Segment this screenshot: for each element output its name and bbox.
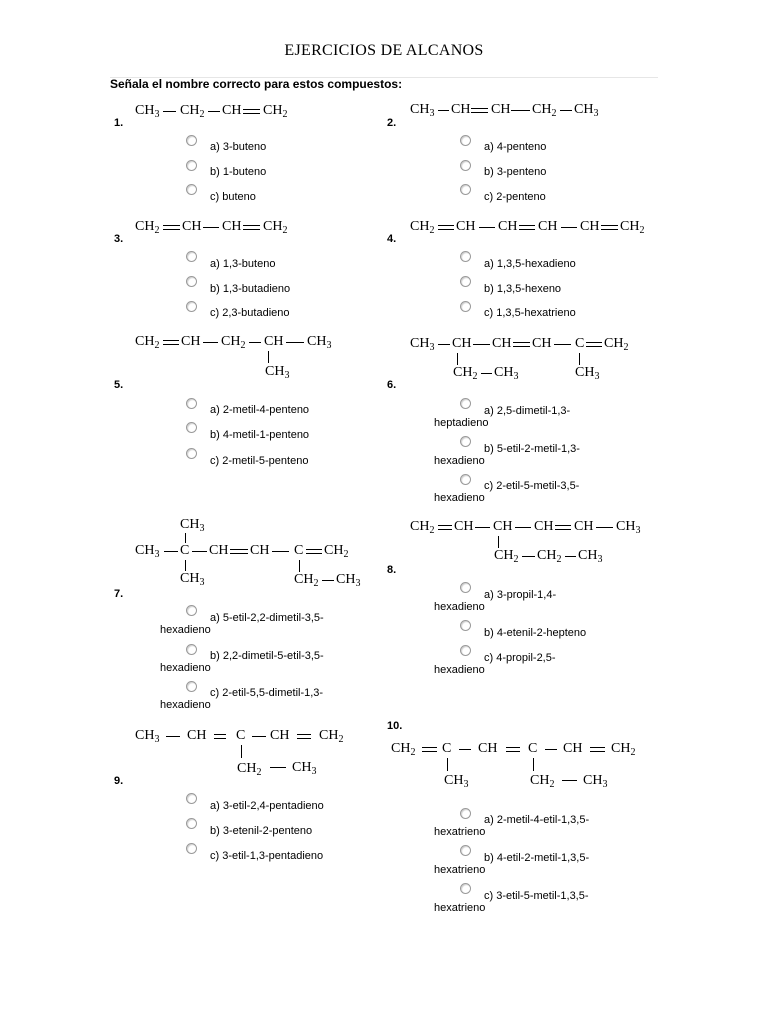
radio-option-a[interactable] <box>186 605 197 616</box>
single-bond <box>565 556 576 557</box>
option-label: a) 4-penteno <box>484 141 547 153</box>
double-bond <box>214 734 226 735</box>
formula-group: $CH_2$ <box>319 728 344 745</box>
vertical-bond <box>299 560 300 572</box>
option-label-cont: hexadieno <box>434 492 485 504</box>
formula-group: C <box>575 336 585 351</box>
question-number: 2. <box>387 117 397 129</box>
formula-group: CH <box>491 102 511 117</box>
single-bond <box>522 556 535 557</box>
formula-group: $CH_2$ <box>135 219 160 236</box>
double-bond <box>601 225 618 226</box>
radio-option-c[interactable] <box>460 645 471 656</box>
single-bond <box>270 767 286 768</box>
radio-option-b[interactable] <box>460 845 471 856</box>
formula-group: $CH_3$ <box>135 543 160 560</box>
option-label-cont: hexadieno <box>434 455 485 467</box>
radio-option-b[interactable] <box>460 436 471 447</box>
option-label: c) 3-etil-1,3-pentadieno <box>210 850 324 862</box>
formula-group: $CH_2$ <box>611 741 636 758</box>
radio-option-c[interactable] <box>186 843 197 854</box>
single-bond <box>475 527 490 528</box>
formula-group: $CH_2$ <box>453 365 478 382</box>
formula-group: $CH_3$ <box>616 519 641 536</box>
double-bond <box>163 229 180 230</box>
option-label-cont: hexatrieno <box>434 902 486 914</box>
question-number: 3. <box>114 233 124 245</box>
vertical-bond <box>241 745 242 758</box>
vertical-bond <box>498 536 499 548</box>
formula-group: $CH_3$ <box>583 773 608 790</box>
double-bond <box>243 109 260 110</box>
formula-group: CH <box>538 219 558 234</box>
option-label-cont: hexadieno <box>160 624 211 636</box>
radio-option-c[interactable] <box>460 301 471 312</box>
formula-group: CH <box>563 741 583 756</box>
option-label: a) 5-etil-2,2-dimetil-3,5- <box>210 612 324 624</box>
option-label-cont: hexadieno <box>160 699 211 711</box>
option-label: a) 3-propil-1,4- <box>484 589 557 601</box>
question-number: 9. <box>114 775 124 787</box>
radio-option-a[interactable] <box>186 251 197 262</box>
formula-group: CH <box>534 519 554 534</box>
option-label: b) 2,2-dimetil-5-etil-3,5- <box>210 650 324 662</box>
double-bond <box>519 229 535 230</box>
double-bond <box>519 225 535 226</box>
double-bond <box>214 738 226 739</box>
option-label: b) 5-etil-2-metil-1,3- <box>484 443 580 455</box>
formula-group: $CH_2$ <box>620 219 645 236</box>
radio-option-b[interactable] <box>186 276 197 287</box>
formula-group: CH <box>456 219 476 234</box>
option-label: b) 3-etenil-2-penteno <box>210 825 313 837</box>
formula-group: $CH_2$ <box>180 103 205 120</box>
single-bond <box>322 580 334 581</box>
option-label-cont: hexadieno <box>160 662 211 674</box>
question-number: 6. <box>387 379 397 391</box>
formula-group: $CH_2$ <box>410 519 435 536</box>
double-bond <box>590 747 605 748</box>
double-bond <box>555 525 571 526</box>
double-bond <box>506 751 520 752</box>
radio-option-a[interactable] <box>460 808 471 819</box>
formula-group: $CH_2$ <box>221 334 246 351</box>
double-bond <box>471 112 488 113</box>
formula-group: CH <box>451 102 471 117</box>
formula-group: $CH_2$ <box>532 102 557 119</box>
double-bond <box>438 525 452 526</box>
vertical-bond <box>447 758 448 771</box>
radio-option-c[interactable] <box>186 184 197 195</box>
double-bond <box>243 113 260 114</box>
single-bond <box>272 551 289 552</box>
formula-group: CH <box>181 334 201 349</box>
double-bond <box>438 225 454 226</box>
vertical-bond <box>457 353 458 365</box>
double-bond <box>438 529 452 530</box>
option-label-cont: heptadieno <box>434 417 489 429</box>
option-label: b) 1,3,5-hexeno <box>484 283 562 295</box>
double-bond <box>306 553 322 554</box>
formula-group: $CH_2$ <box>604 336 629 353</box>
single-bond <box>166 736 180 737</box>
option-label: c) 3-etil-5-metil-1,3,5- <box>484 890 589 902</box>
radio-option-a[interactable] <box>186 793 197 804</box>
option-label: a) 2,5-dimetil-1,3- <box>484 405 571 417</box>
formula-group: CH <box>574 519 594 534</box>
formula-group: C <box>442 741 452 756</box>
double-bond <box>243 225 260 226</box>
radio-option-c[interactable] <box>460 184 471 195</box>
formula-group: CH <box>270 728 290 743</box>
single-bond <box>203 342 218 343</box>
option-label: c) 4-propil-2,5- <box>484 652 556 664</box>
double-bond <box>590 751 605 752</box>
formula-group: $CH_3$ <box>336 572 361 589</box>
formula-group: CH <box>580 219 600 234</box>
option-label: b) 4-etil-2-metil-1,3,5- <box>484 852 590 864</box>
option-label: c) 2-metil-5-penteno <box>210 455 309 467</box>
option-label: c) 1,3,5-hexatrieno <box>484 307 576 319</box>
single-bond <box>203 227 219 228</box>
double-bond <box>243 229 260 230</box>
single-bond <box>479 227 495 228</box>
formula-group: C <box>180 543 190 558</box>
vertical-bond <box>579 353 580 365</box>
double-bond <box>513 346 530 347</box>
formula-group: $CH_3$ <box>494 365 519 382</box>
option-label: a) 2-metil-4-penteno <box>210 404 310 416</box>
single-bond <box>163 111 176 112</box>
radio-option-b[interactable] <box>186 818 197 829</box>
double-bond <box>601 229 618 230</box>
double-bond <box>306 549 322 550</box>
double-bond <box>163 225 180 226</box>
formula-group: $CH_2$ <box>324 543 349 560</box>
option-label: c) 2-etil-5,5-dimetil-1,3- <box>210 687 324 699</box>
question-number: 8. <box>387 564 397 576</box>
single-bond <box>438 110 449 111</box>
vertical-bond <box>185 533 186 543</box>
formula-group: CH <box>222 219 242 234</box>
double-bond <box>555 529 571 530</box>
formula-group: CH <box>187 728 207 743</box>
formula-group: CH <box>209 543 229 558</box>
formula-group: $CH_3$ <box>575 365 600 382</box>
formula-group: $CH_2$ <box>410 219 435 236</box>
single-bond <box>473 344 490 345</box>
double-bond <box>586 342 602 343</box>
formula-group: $CH_3$ <box>180 517 205 534</box>
option-label: c) buteno <box>210 191 256 203</box>
radio-option-c[interactable] <box>186 448 197 459</box>
formula-group: C <box>294 543 304 558</box>
option-label-cont: hexadieno <box>434 664 485 676</box>
formula-group: $CH_2$ <box>391 741 416 758</box>
single-bond <box>554 344 571 345</box>
formula-group: $CH_3$ <box>410 336 435 353</box>
single-bond <box>596 527 613 528</box>
single-bond <box>208 111 220 112</box>
radio-option-a[interactable] <box>460 398 471 409</box>
formula-group: $CH_2$ <box>530 773 555 790</box>
page-title: EJERCICIOS DE ALCANOS <box>284 42 484 59</box>
formula-group: $CH_2$ <box>263 219 288 236</box>
vertical-bond <box>185 560 186 571</box>
double-bond <box>163 344 179 345</box>
double-bond <box>586 346 602 347</box>
radio-option-b[interactable] <box>186 644 197 655</box>
double-bond <box>506 747 520 748</box>
radio-option-a[interactable] <box>460 582 471 593</box>
formula-group: $CH_2$ <box>294 572 319 589</box>
option-label-cont: hexatrieno <box>434 864 486 876</box>
formula-group: CH <box>182 219 202 234</box>
single-bond <box>164 551 178 552</box>
formula-group: $CH_3$ <box>292 760 317 777</box>
formula-group: C <box>236 728 246 743</box>
formula-group: $CH_2$ <box>263 103 288 120</box>
formula-group: $CH_3$ <box>307 334 332 351</box>
option-label: b) 1,3-butadieno <box>210 283 291 295</box>
radio-option-b[interactable] <box>186 160 197 171</box>
option-label: b) 4-etenil-2-hepteno <box>484 627 587 639</box>
formula-group: CH <box>498 219 518 234</box>
formula-group: C <box>528 741 538 756</box>
single-bond <box>286 342 304 343</box>
single-bond <box>481 373 492 374</box>
question-number: 5. <box>114 379 124 391</box>
radio-option-a[interactable] <box>460 135 471 146</box>
option-label: b) 1-buteno <box>210 166 267 178</box>
single-bond <box>252 736 266 737</box>
double-bond <box>297 734 311 735</box>
formula-group: $CH_3$ <box>135 103 160 120</box>
formula-group: CH <box>452 336 472 351</box>
formula-group: $CH_3$ <box>265 364 290 381</box>
question-number: 7. <box>114 588 124 600</box>
double-bond <box>513 342 530 343</box>
double-bond <box>422 747 437 748</box>
single-bond <box>511 110 530 111</box>
formula-group: $CH_2$ <box>135 334 160 351</box>
question-number: 10. <box>387 720 403 732</box>
radio-option-b[interactable] <box>460 620 471 631</box>
instruction: Señala el nombre correcto para estos compuestos: <box>110 77 403 91</box>
radio-option-a[interactable] <box>186 135 197 146</box>
formula-group: $CH_2$ <box>537 548 562 565</box>
radio-option-b[interactable] <box>460 276 471 287</box>
formula-group: $CH_3$ <box>444 773 469 790</box>
radio-option-a[interactable] <box>186 398 197 409</box>
double-bond <box>163 340 179 341</box>
single-bond <box>515 527 531 528</box>
radio-option-b[interactable] <box>460 160 471 171</box>
question-number: 1. <box>114 117 124 129</box>
double-bond <box>422 751 437 752</box>
option-label: c) 2,3-butadieno <box>210 307 290 319</box>
formula-group: $CH_2$ <box>237 761 262 778</box>
radio-option-c[interactable] <box>186 301 197 312</box>
radio-option-c[interactable] <box>186 681 197 692</box>
formula-group: CH <box>532 336 552 351</box>
option-label: b) 3-penteno <box>484 166 547 178</box>
formula-group: CH <box>478 741 498 756</box>
radio-option-c[interactable] <box>460 474 471 485</box>
double-bond <box>230 549 248 550</box>
radio-option-c[interactable] <box>460 883 471 894</box>
question-number: 4. <box>387 233 397 245</box>
single-bond <box>192 551 207 552</box>
radio-option-a[interactable] <box>460 251 471 262</box>
double-bond <box>230 553 248 554</box>
vertical-bond <box>268 351 269 363</box>
option-label: b) 4-metil-1-penteno <box>210 429 310 441</box>
formula-group: CH <box>222 103 242 118</box>
single-bond <box>545 749 557 750</box>
formula-group: CH <box>250 543 270 558</box>
option-label-cont: hexadieno <box>434 601 485 613</box>
double-bond <box>471 108 488 109</box>
option-label: a) 3-buteno <box>210 141 267 153</box>
double-bond <box>297 738 311 739</box>
formula-group: CH <box>264 334 284 349</box>
formula-group: $CH_3$ <box>410 102 435 119</box>
single-bond <box>560 110 572 111</box>
formula-group: $CH_3$ <box>180 571 205 588</box>
single-bond <box>249 342 261 343</box>
formula-group: $CH_3$ <box>578 548 603 565</box>
option-label: a) 2-metil-4-etil-1,3,5- <box>484 814 590 826</box>
option-label: c) 2-penteno <box>484 191 546 203</box>
formula-group: CH <box>493 519 513 534</box>
single-bond <box>459 749 471 750</box>
option-label: c) 2-etil-5-metil-3,5- <box>484 480 580 492</box>
vertical-bond <box>533 758 534 771</box>
radio-option-b[interactable] <box>186 422 197 433</box>
formula-group: $CH_3$ <box>135 728 160 745</box>
single-bond <box>562 780 577 781</box>
double-bond <box>438 229 454 230</box>
formula-group: CH <box>454 519 474 534</box>
option-label: a) 3-etil-2,4-pentadieno <box>210 800 324 812</box>
option-label: a) 1,3,5-hexadieno <box>484 258 576 270</box>
single-bond <box>561 227 577 228</box>
option-label: a) 1,3-buteno <box>210 258 276 270</box>
formula-group: $CH_3$ <box>574 102 599 119</box>
single-bond <box>438 344 450 345</box>
formula-group: CH <box>492 336 512 351</box>
option-label-cont: hexatrieno <box>434 826 486 838</box>
formula-group: $CH_2$ <box>494 548 519 565</box>
